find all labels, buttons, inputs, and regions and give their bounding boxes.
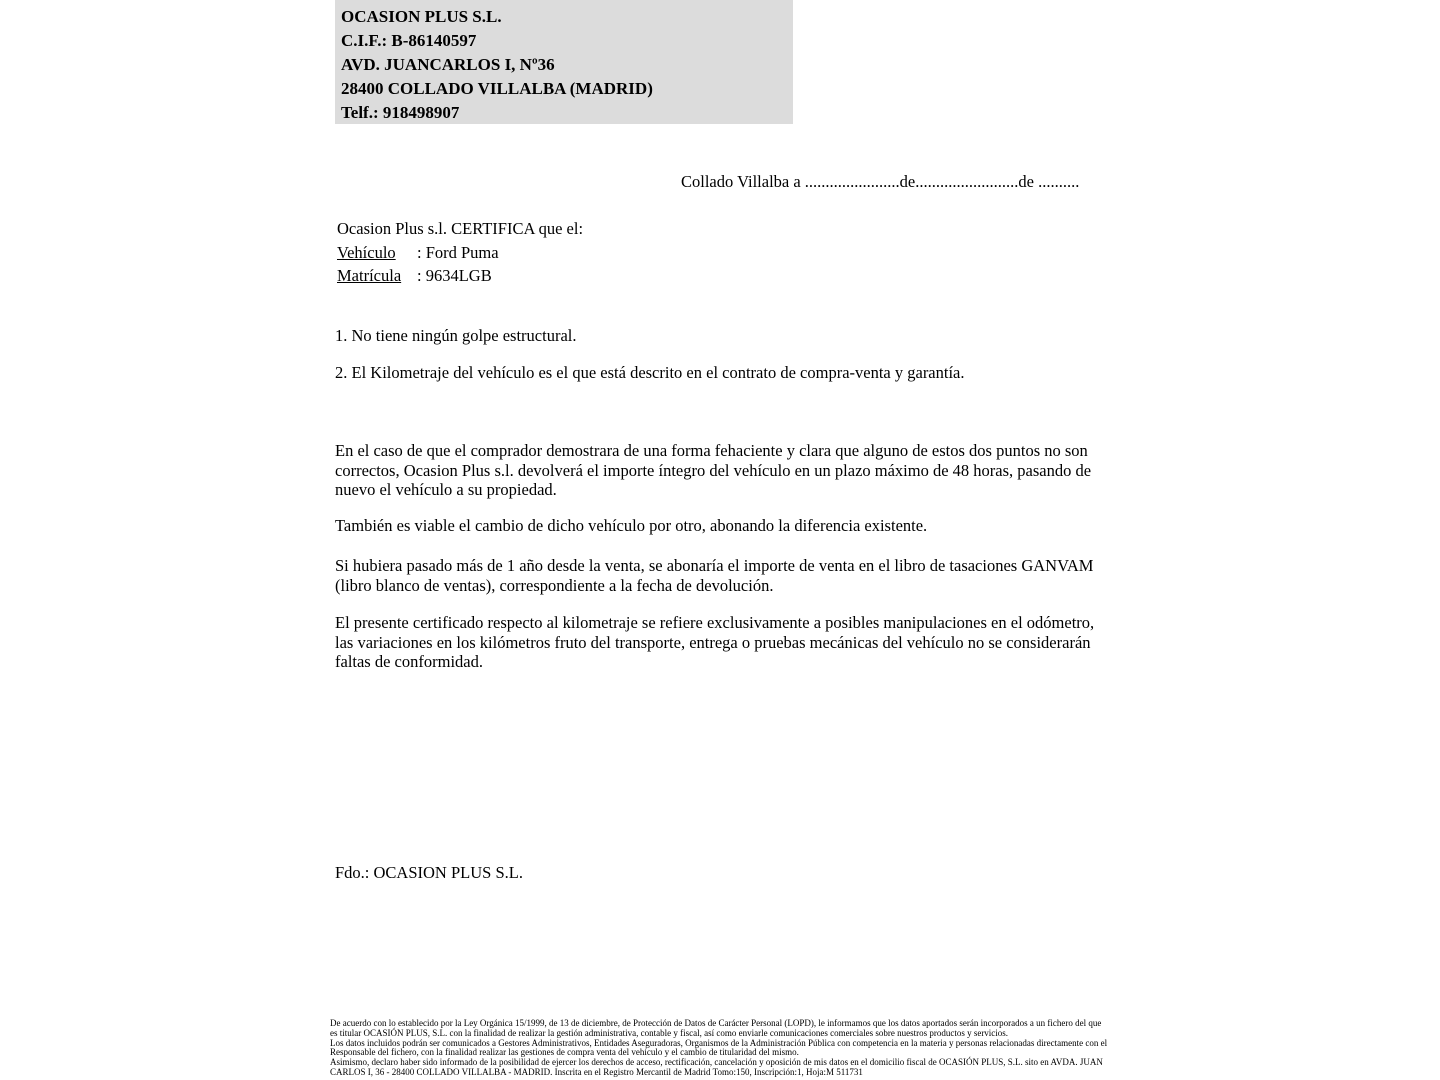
vehicle-value: : Ford Puma [417,242,499,262]
signature-line: Fdo.: OCASION PLUS S.L. [335,863,523,882]
company-cif: C.I.F.: B-86140597 [341,31,477,50]
legal-footer [330,1019,1108,1078]
company-phone: Telf.: 918498907 [341,103,460,122]
plate-value: : 9634LGB [417,266,492,285]
legal-footer-paragraph-data-sharing: Los datos incluidos podrán ser comunicados a Gestores Administrativos, Entidades Aseguradoras, Organismos de la Administración Pública con competencia en la materia y personas relacionadas directamente con el Responsable del fichero, con la finalidad realizar las gestiones de compra venta del vehículo y el cambio de titularidad del mismo. [330,1037,1108,1058]
terms-paragraph-refund: En el caso de que el comprador demostrara de una forma fehaciente y clara que alguno de estos dos puntos no son correctos, Ocasion Plus s.l. devolverá el importe íntegro del vehículo en un plazo máximo de 48 horas, pasando de nuevo el vehículo a su propiedad. [335,441,1092,500]
terms-paragraph-odometer: El presente certificado respecto al kilometraje se refiere exclusivamente a posibles manipulaciones en el odómetro, las variaciones en los kilómetros fruto del transporte, entrega o pruebas mecánicas del vehículo no se considerarán faltas de conformidad. [335,613,1095,672]
vehicle-row [337,241,583,265]
certify-block [337,217,583,288]
company-address-line1: AVD. JUANCARLOS I, Nº36 [341,55,555,74]
certify-intro: Ocasion Plus s.l. CERTIFICA que el: [337,219,584,238]
company-name: OCASION PLUS S.L. [341,7,502,26]
certified-point-2: 2. El Kilometraje del vehículo es el que está descrito en el contrato de compra-venta y garantía. [335,363,965,382]
legal-footer-paragraph-lopd: De acuerdo con lo establecido por la Ley Orgánica 15/1999, de 13 de diciembre, de Protección de Datos de Carácter Personal (LOPD), le informamos que los datos aportados serán incorporados a un fichero del que es titular OCASIÓN PLUS, S.L. con la finalidad de realizar la gestión administrativa, contable y fiscal, así como enviarle comunicaciones comerciales sobre nuestros productos y servicios. [330,1018,1102,1038]
vehicle-label: Vehículo [337,242,396,262]
legal-footer-paragraph-rights: Asimismo, declaro haber sido informado de la posibilidad de ejercer los derechos de acceso, rectificación, cancelación y oposición de mis datos en el domicilio fiscal de OCASIÓN PLUS, S.L. sito en AVDA. JUAN CARLOS I, 36 - 28400 COLLADO VILLALBA - MADRID. Inscrita en el Registro Mercantil de Madrid Tomo:150, Inscripción:1, Hoja:M 511731 [330,1057,1103,1077]
terms-paragraph-exchange: También es viable el cambio de dicho vehículo por otro, abonando la diferencia existente. [335,516,928,535]
certified-point-1: 1. No tiene ningún golpe estructural. [335,326,577,345]
company-address-line2: 28400 COLLADO VILLALBA (MADRID) [341,79,653,98]
company-header-box [335,0,793,124]
date-fill-in-line: Collado Villalba a .......................de.........................de .......... [681,172,1080,191]
plate-label: Matrícula [337,266,402,285]
terms-paragraph-ganvam: Si hubiera pasado más de 1 año desde la venta, se abonaría el importe de venta en el libro de tasaciones GANVAM (libro blanco de ventas), correspondiente a la fecha de devolución. [335,556,1094,595]
plate-row [337,264,583,288]
